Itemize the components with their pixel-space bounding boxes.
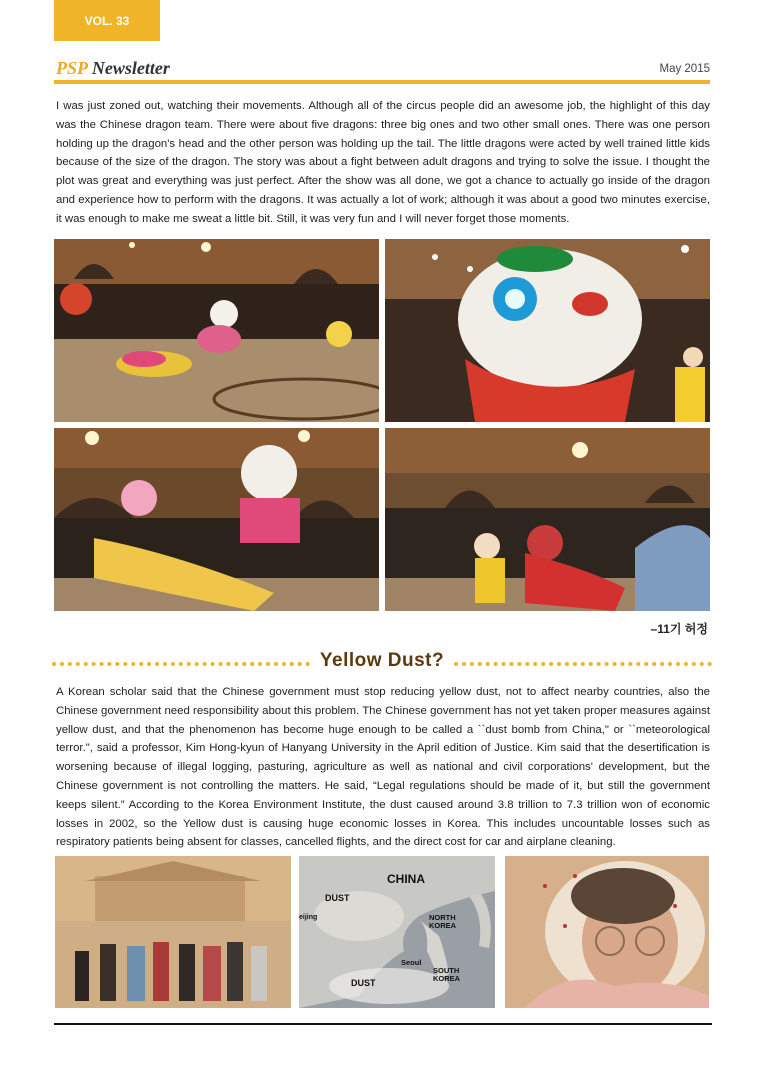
photo-two-lions (54, 428, 379, 611)
photo-lions-audience (385, 428, 710, 611)
volume-tab (54, 0, 160, 41)
issue-date: May 2015 (659, 63, 710, 75)
map-label-north-korea-line2: KOREA (429, 921, 457, 930)
photo-credit: –11기 허정 (650, 622, 708, 636)
footer-rule (54, 1023, 712, 1025)
map-label-south-korea-line2: KOREA (433, 974, 461, 983)
section-title: Yellow Dust? (319, 650, 445, 671)
section-heading-row (52, 648, 712, 676)
photo-yellow-dust-city (55, 856, 291, 1008)
dotted-divider-right (454, 662, 712, 666)
photo-woman-dust-covering (505, 856, 709, 1008)
map-label-dust-top: DUST (325, 893, 350, 903)
header-rule (54, 80, 710, 84)
map-yellow-dust-china-korea (299, 856, 495, 1008)
map-label-south-korea-line1: SOUTH (433, 966, 460, 975)
newsletter-header (56, 58, 710, 80)
map-label-dust-bottom: DUST (351, 978, 376, 988)
brand-newsletter: Newsletter (91, 58, 170, 78)
photo-lion-head-closeup (385, 239, 710, 422)
article-paragraph-circus: I was just zoned out, watching their movements. Although all of the circus people did an awesome job, the highlight of this day was the Chinese dragon team. There were about five dragons: three big ones and two other small ones. There was one person holding up the dragon's head and the other person was holding up the tail. The little dragons were acted by well trained little kids because of the size of the dragon. The story was about a fight between adult dragons and trying to solve the issue. I thought the plot was great and everything was just perfect. After the show was all done, we got a chance to actually go inside of the dragon and experience how to perform with the dragons. It was actually a lot of work; although it was about a good two minutes exercise, it was enough to make me sweat a little bit. Still, it was very fun and I will never forget those moments. (56, 100, 710, 225)
volume-label: VOL. 33 (84, 13, 130, 28)
map-label-beijing: eijing (299, 914, 318, 921)
article-paragraph-yellow-dust: A Korean scholar said that the Chinese government must stop reducing yellow dust, not to affect nearby countries, also the Chinese government need responsibility about this problem. The Chinese government has not yet taken proper measures against yellow dust, and that the phenomenon has become huge enough to be called a ``dust bomb from China," or ``meteorological terror.", said a professor, Kim Hong-kyun of Hanyang University in the April edition of Justice. Kim said that the desertification is worsening because of illegal logging, pasturing, agriculture as well as national and civil corporations' development, but the Chinese government is not controlling the matters. He said, “Legal regulations should be made of it, but still the government keeps silent.” According to the Korea Environment Institute, the dust caused around 3.8 trillion to 7.3 trillion won of economic losses in 2002, so the Yellow dust is causing huge economic losses in Korea. This includes uncountable losses such as respiratory patients being absent for classes, cancelled flights, and the direct cost for car and airplane cleaning. (56, 686, 710, 849)
map-label-north-korea-line1: NORTH (429, 913, 456, 922)
map-label-seoul: Seoul (401, 958, 422, 967)
photo-dragon-dance-hall (54, 239, 379, 422)
newsletter-brand (56, 58, 170, 79)
map-label-china: CHINA (387, 872, 425, 886)
brand-psp: PSP (56, 58, 88, 78)
